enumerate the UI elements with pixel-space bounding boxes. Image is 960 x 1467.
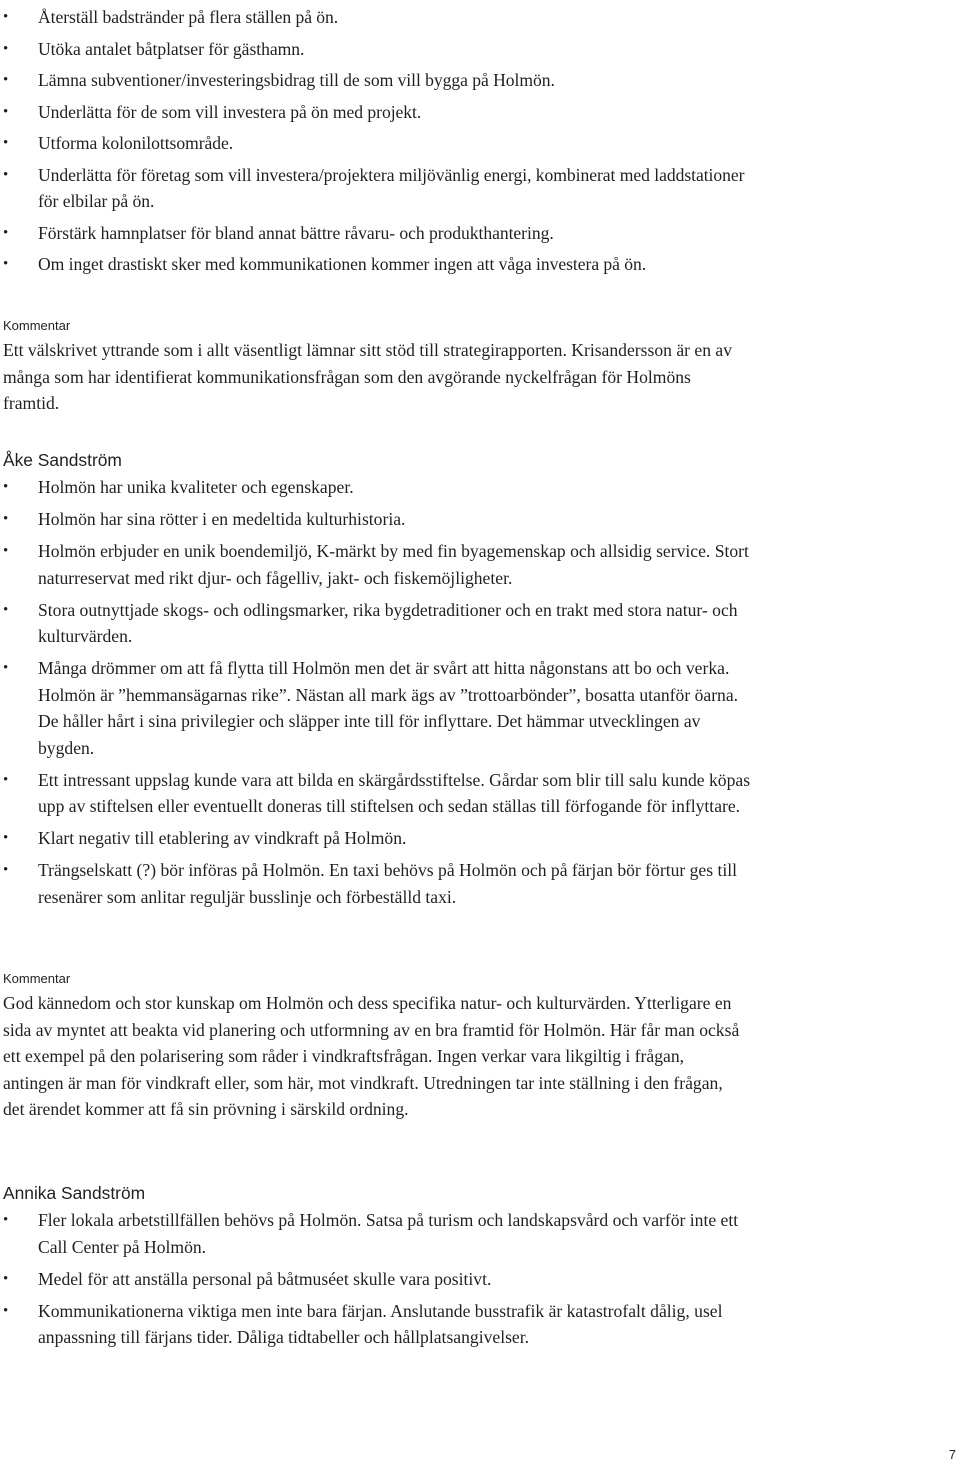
list-item: • Fler lokala arbetstillfällen behövs på Holmön. Satsa på turism och landskapsvård och varför inte ett Call Center på Holmön.: [0, 1207, 760, 1260]
section-heading-annika-sandstrom: Annika Sandström: [3, 1183, 146, 1203]
comment-label: Kommentar: [3, 971, 71, 986]
list-item: • Kommunikationerna viktiga men inte bara färjan. Anslutande busstrafik är katastrofalt dålig, usel anpassning till färjans tider. Dåliga tidtabeller och hållplatsangivelser.: [0, 1298, 760, 1351]
list-item: • Ett intressant uppslag kunde vara att bilda en skärgårdsstiftelse. Gårdar som blir till salu kunde köpas upp av stiftelsen eller eventuellt doneras till stiftelsen och sedan ställas till förfogande för inflyttare.: [0, 767, 760, 820]
list-item: • Holmön erbjuder en unik boendemiljö, K-märkt by med fin byagemenskap och allsidig service. Stort naturreservat med rikt djur- och fågelliv, jakt- och fiskemöjligheter.: [0, 538, 760, 591]
list-item: • Stora outnyttjade skogs- och odlingsmarker, rika bygdetraditioner och en trakt med stora natur- och kulturvärden.: [0, 597, 760, 650]
bullet-list-recommendations: [0, 4, 760, 283]
list-item: • Utforma kolonilottsområde.: [0, 130, 760, 157]
list-item: • Medel för att anställa personal på båtmuséet skulle vara positivt.: [0, 1266, 760, 1293]
list-item: • Förstärk hamnplatser för bland annat bättre råvaru- och produkthantering.: [0, 220, 760, 247]
section-heading-ake-sandstrom: Åke Sandström: [3, 450, 122, 470]
bullet-list-ake-sandstrom: [0, 474, 760, 916]
comment-paragraph: God kännedom och stor kunskap om Holmön och dess specifika natur- och kulturvärden. Ytterligare en sida av myntet att beakta vid planering och utformning av en bra framtid för Holmön. Här får man också ett exempel på den polarisering som råder i vindkraftsfrågan. Ingen verkar vara likgiltig i frågan, antingen är man för vindkraft eller, som här, mot vindkraft. Utredningen tar inte ställning i den frågan, det ärendet kommer att få sin prövning i särskild ordning.: [3, 993, 740, 1119]
list-item: • Underlätta för företag som vill investera/projektera miljövänlig energi, kombinerat med laddstationer för elbilar på ön.: [0, 162, 760, 215]
list-item: • Trängselskatt (?) bör införas på Holmön. En taxi behövs på Holmön och på färjan bör förtur ges till resenärer som anlitar reguljär busslinje och förbeställd taxi.: [0, 857, 760, 910]
page-number: 7: [948, 1447, 956, 1462]
comment-paragraph: Ett välskrivet yttrande som i allt väsentligt lämnar sitt stöd till strategirapporten. Krisandersson är en av många som har identifierat kommunikationsfrågan som den avgörande nyckelfrågan för Holmöns framtid.: [3, 340, 732, 413]
bullet-list-annika-sandstrom: [0, 1207, 760, 1356]
list-item: • Många drömmer om att få flytta till Holmön men det är svårt att hitta någonstans att bo och verka. Holmön är ”hemmansägarnas rike”. Nästan all mark ägs av ”trottoarbönder”, bosatta utanför öarna. De håller hårt i sina privilegier och släpper inte till för inflyttare. Det hämmar utvecklingen av bygden.: [0, 655, 760, 761]
list-item: • Utöka antalet båtplatser för gästhamn.: [0, 36, 760, 63]
list-item: • Om inget drastiskt sker med kommunikationen kommer ingen att våga investera på ön.: [0, 251, 760, 278]
list-item: • Lämna subventioner/investeringsbidrag till de som vill bygga på Holmön.: [0, 67, 760, 94]
list-item: • Återställ badstränder på flera ställen på ön.: [0, 4, 760, 31]
list-item: • Underlätta för de som vill investera på ön med projekt.: [0, 99, 760, 126]
list-item: • Holmön har sina rötter i en medeltida kulturhistoria.: [0, 506, 760, 533]
list-item: • Holmön har unika kvaliteter och egenskaper.: [0, 474, 760, 501]
list-item: • Klart negativ till etablering av vindkraft på Holmön.: [0, 825, 760, 852]
comment-label: Kommentar: [3, 318, 71, 333]
